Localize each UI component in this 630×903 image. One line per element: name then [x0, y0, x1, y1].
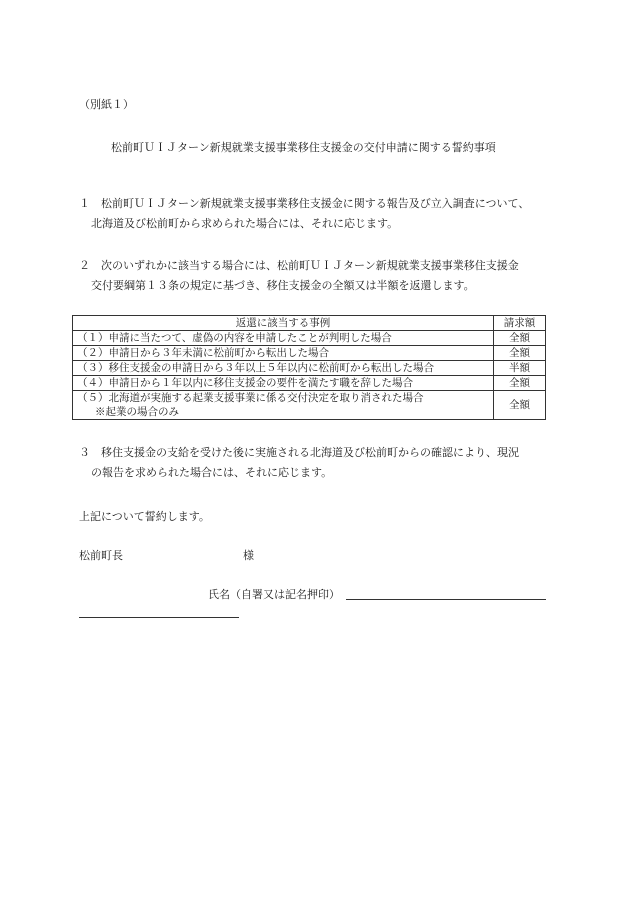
header-amount: 請求額 — [494, 316, 546, 331]
clause-3-line-2: の報告を求められた場合には、それに応じます。 — [91, 466, 333, 479]
clause-1-line-1: 松前町ＵＩＪターン新規就業支援事業移住支援金に関する報告及び立入調査について、 — [101, 197, 530, 210]
amount-cell: 全額 — [494, 376, 546, 391]
table-row — [73, 361, 546, 376]
case-text: （５）北海道が実施する起業支援事業に係る交付決定を取り消された場合 — [77, 392, 424, 404]
amount-cell: 半額 — [494, 361, 546, 376]
case-cell: （３）移住支援金の申請日から３年以上５年以内に松前町から転出した場合 — [73, 361, 494, 376]
signature-line-continued[interactable] — [79, 617, 239, 618]
clause-3 — [79, 443, 579, 483]
case-cell: （４）申請日から１年以内に移住支援金の要件を満たす職を辞した場合 — [73, 376, 494, 391]
clause-2-number: ２ — [79, 259, 90, 272]
clause-3-number: ３ — [79, 446, 90, 459]
clause-2-line-2: 交付要綱第１３条の規定に基づき、移住支援金の全額又は半額を返還します。 — [91, 279, 475, 292]
document-title: 松前町ＵＩＪターン新規就業支援事業移住支援金の交付申請に関する誓約事項 — [111, 141, 496, 154]
table-row — [73, 391, 546, 420]
clause-3-line-1: 移住支援金の支給を受けた後に実施される北海道及び松前町からの確認により、現況 — [101, 446, 519, 459]
case-cell — [73, 391, 494, 420]
refund-cases-table — [72, 315, 546, 420]
annex-label: （別紙１） — [79, 98, 134, 111]
amount-cell: 全額 — [494, 391, 546, 420]
clause-1-line-2: 北海道及び松前町から求められた場合には、それに応じます。 — [91, 217, 399, 230]
amount-cell: 全額 — [494, 331, 546, 346]
case-note: ※起業の場合のみ — [95, 406, 179, 418]
clause-2-line-1: 次のいずれかに該当する場合には、松前町ＵＩＪターン新規就業支援事業移住支援金 — [101, 259, 519, 272]
case-cell: （１）申請に当たつて、虚偽の内容を申請したことが判明した場合 — [73, 331, 494, 346]
table-row — [73, 346, 546, 361]
amount-cell: 全額 — [494, 346, 546, 361]
table-row — [73, 331, 546, 346]
clause-2 — [79, 256, 579, 296]
pledge-statement: 上記について誓約します。 — [79, 510, 210, 523]
table-row — [73, 376, 546, 391]
table-header-row — [73, 316, 546, 331]
header-case: 返還に該当する事例 — [73, 316, 494, 331]
clause-1-number: １ — [79, 197, 90, 210]
clause-1 — [79, 194, 579, 234]
addressee: 松前町長 — [79, 549, 123, 562]
signature-line[interactable] — [346, 599, 546, 600]
case-cell: （２）申請日から３年未満に松前町から転出した場合 — [73, 346, 494, 361]
signature-label: 氏名（自署又は記名押印） — [208, 588, 340, 601]
honorific: 様 — [243, 549, 254, 562]
